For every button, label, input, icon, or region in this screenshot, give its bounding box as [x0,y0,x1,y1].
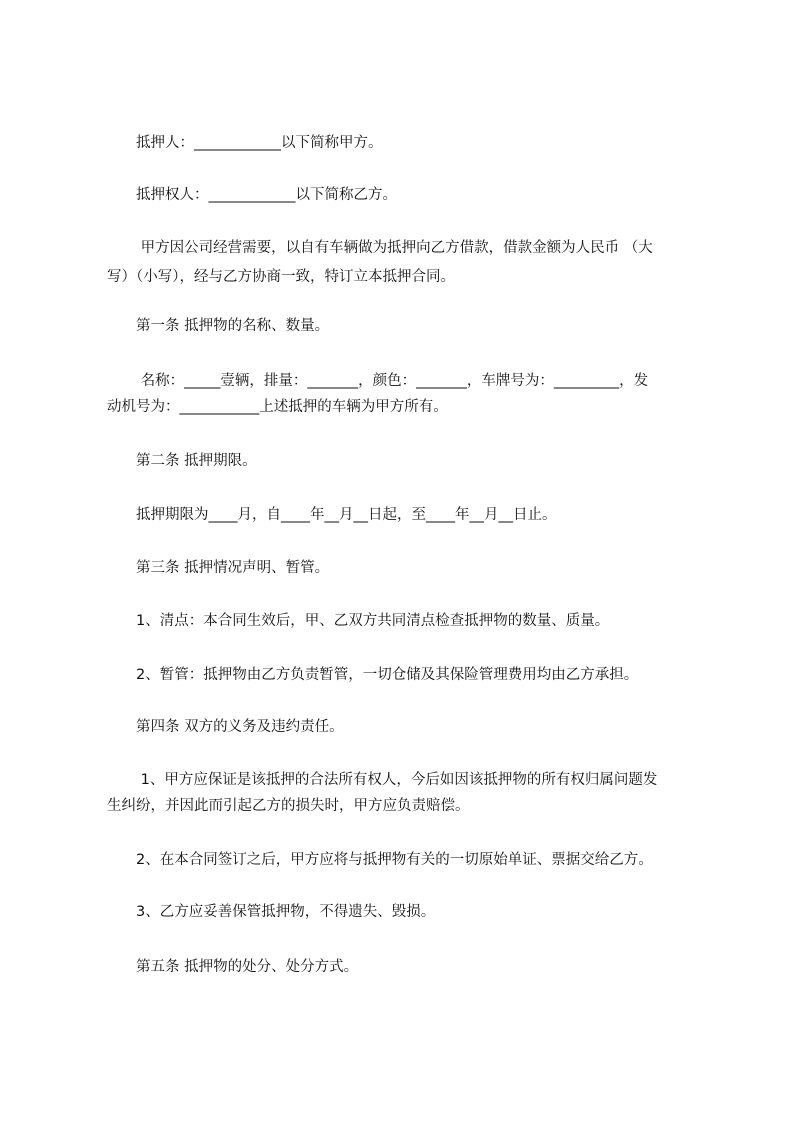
article-4-item-1-line-2: 生纠纷，并因此而引起乙方的损失时，甲方应负责赔偿。 [107,798,470,814]
article-4-item-3: 3、乙方应妥善保管抵押物，不得遗失、毁损。 [136,904,436,920]
article-3-item-1: 1、清点：本合同生效后，甲、乙双方共同清点检查抵押物的数量、质量。 [136,613,610,629]
article-3-item-2: 2、暂管：抵押物由乙方负责暂管，一切仓储及其保险管理费用均由乙方承担。 [136,667,639,683]
article-4-item-2: 2、在本合同签订之后，甲方应将与抵押物有关的一切原始单证、票据交给乙方。 [136,852,653,868]
article-1-line-2: 动机号为：___________上述抵押的车辆为甲方所有。 [107,399,448,415]
preamble-line-1: 甲方因公司经营需要，以自有车辆做为抵押向乙方借款，借款金额为人民币 （大 [136,240,653,256]
article-4-heading: 第四条 双方的义务及违约责任。 [136,719,344,735]
article-4-item-1-line-1: 1、甲方应保证是该抵押的合法所有权人，今后如因该抵押物的所有权归属问题发 [136,772,658,788]
article-1-heading: 第一条 抵押物的名称、数量。 [136,318,330,334]
article-2-term: 抵押期限为____月，自____年__月__日起，至____年__月__日止。 [136,507,557,523]
article-3-heading: 第三条 抵押情况声明、暂管。 [136,560,330,576]
article-1-line-1: 名称：_____壹辆，排量：_______，颜色：_______，车牌号为：_________，发 [136,373,649,389]
pledgee-line: 抵押权人：____________以下简称乙方。 [136,187,397,203]
preamble-line-2: 写）（小写），经与乙方协商一致，特订立本抵押合同。 [107,269,455,285]
article-2-heading: 第二条 抵押期限。 [136,453,257,469]
article-5-heading: 第五条 抵押物的处分、处分方式。 [136,959,359,975]
pledgor-line: 抵押人：____________以下简称甲方。 [136,135,383,151]
